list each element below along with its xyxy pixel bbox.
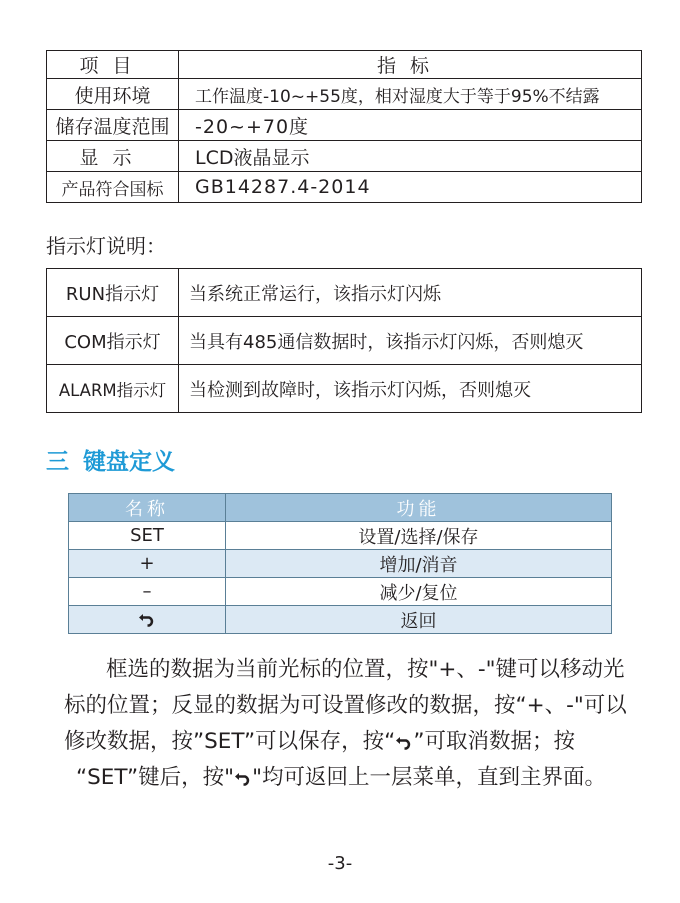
paragraph-text: “SET”键后，按" xyxy=(76,765,235,790)
spec-value: LCD液晶显示 xyxy=(179,141,642,172)
indicator-name: COM指示灯 xyxy=(47,317,179,365)
key-row xyxy=(69,550,612,578)
key-func: 减少/复位 xyxy=(226,578,612,606)
key-func: 设置/选择/保存 xyxy=(226,522,612,550)
key-name: + xyxy=(69,550,226,578)
key-table xyxy=(68,493,612,634)
key-func: 返回 xyxy=(226,606,612,634)
spec-item: 产品符合国标 xyxy=(47,172,179,203)
paragraph-text: "均可返回上一层菜单，直到主界面。 xyxy=(252,765,606,790)
spec-value: 工作温度-10~+55度，相对湿度大于等于95%不结露 xyxy=(179,79,642,110)
spec-item: 储存温度范围 xyxy=(47,110,179,141)
key-header-row xyxy=(69,494,612,522)
spec-row xyxy=(47,172,642,203)
spec-table xyxy=(46,50,642,203)
paragraph-line xyxy=(64,724,624,760)
spec-item: 使用环境 xyxy=(47,79,179,110)
spec-header-item: 项目 xyxy=(47,51,179,79)
section-title: 键盘定义 xyxy=(83,449,175,475)
key-name xyxy=(69,606,226,634)
spec-item: 显示 xyxy=(47,141,179,172)
section-number: 三 xyxy=(46,449,69,475)
spec-header-value: 指标 xyxy=(179,51,642,79)
spec-value: -20~+70度 xyxy=(179,110,642,141)
paragraph-line: 框选的数据为当前光标的位置，按"+、-"键可以移动光 xyxy=(106,657,625,682)
page-number: -3- xyxy=(327,853,353,874)
indicator-desc: 当具有485通信数据时，该指示灯闪烁，否则熄灭 xyxy=(179,317,642,365)
spec-header-row xyxy=(47,51,642,79)
key-name: SET xyxy=(69,522,226,550)
spec-row xyxy=(47,141,642,172)
indicator-desc: 当系统正常运行，该指示灯闪烁 xyxy=(179,269,642,317)
indicator-desc: 当检测到故障时，该指示灯闪烁，否则熄灭 xyxy=(179,365,642,413)
key-func: 增加/消音 xyxy=(226,550,612,578)
key-row xyxy=(69,606,612,634)
section-heading xyxy=(46,443,175,476)
paragraph-text: 修改数据，按”SET”可以保存，按“ xyxy=(64,729,396,754)
key-header-func: 功能 xyxy=(226,494,612,522)
indicator-row xyxy=(47,269,642,317)
spec-row xyxy=(47,110,642,141)
indicator-table xyxy=(46,268,642,413)
spec-row xyxy=(47,79,642,110)
keyboard-description xyxy=(64,652,627,796)
key-row xyxy=(69,578,612,606)
return-arrow-icon xyxy=(395,734,413,750)
key-header-name: 名称 xyxy=(69,494,226,522)
key-row xyxy=(69,522,612,550)
spec-value: GB14287.4-2014 xyxy=(179,172,642,203)
indicator-row xyxy=(47,317,642,365)
key-name: – xyxy=(69,578,226,606)
paragraph-line: 标的位置；反显的数据为可设置修改的数据，按“+、-"可以 xyxy=(64,693,627,718)
indicator-name: ALARM指示灯 xyxy=(47,365,179,413)
indicator-name: RUN指示灯 xyxy=(47,269,179,317)
return-arrow-icon xyxy=(234,770,252,786)
indicator-intro: 指示灯说明： xyxy=(46,234,166,258)
paragraph-text: ”可取消数据；按 xyxy=(413,729,575,754)
indicator-row xyxy=(47,365,642,413)
paragraph-line xyxy=(64,760,624,796)
return-arrow-icon xyxy=(138,611,156,627)
